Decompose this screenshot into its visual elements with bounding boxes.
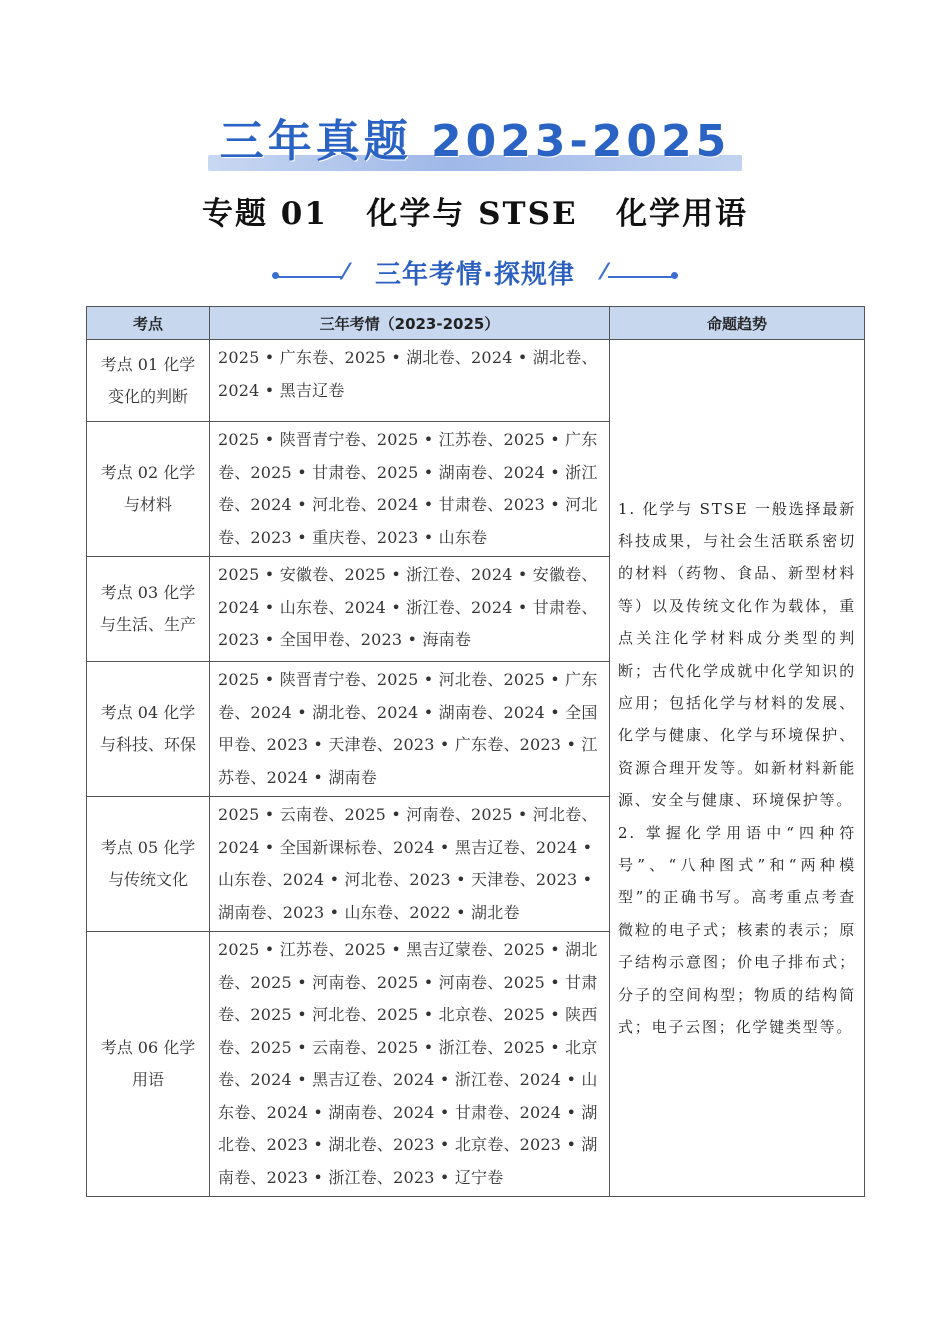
papers-cell: 2025 • 江苏卷、2025 • 黑吉辽蒙卷、2025 • 湖北卷、2025 • 河南卷、2025 • 河南卷、2025 • 甘肃卷、2025 • 河北卷、2025 • 北京卷、2025 • 陕西卷、2025 • 云南卷、2025 • 浙江卷、2025 • 北京卷、2024 • 黑吉辽卷、2024 • 浙江卷、2024 • 山东卷、2024 • 湖南卷、2024 • 甘肃卷、2024 • 湖北卷、2023 • 湖北卷、2023 • 北京卷、2023 • 湖南卷、2023 • 浙江卷、2023 • 辽宁卷 (210, 932, 610, 1197)
table-header-row (87, 307, 865, 340)
header-papers: 三年考情（2023-2025） (210, 307, 610, 340)
papers-cell: 2025 • 安徽卷、2025 • 浙江卷、2024 • 安徽卷、2024 • 山东卷、2024 • 浙江卷、2024 • 甘肃卷、2023 • 全国甲卷、2023 • 海南卷 (210, 557, 610, 662)
topic-cell: 考点 04 化学与科技、环保 (87, 662, 210, 797)
header-trend: 命题趋势 (610, 307, 865, 340)
topic-cell: 考点 01 化学变化的判断 (87, 340, 210, 422)
papers-cell: 2025 • 陕晋青宁卷、2025 • 河北卷、2025 • 广东卷、2024 • 湖北卷、2024 • 湖南卷、2024 • 全国甲卷、2023 • 天津卷、2023 • 广东卷、2023 • 江苏卷、2024 • 湖南卷 (210, 662, 610, 797)
topic-cell: 考点 05 化学与传统文化 (87, 797, 210, 932)
exam-overview-table (86, 306, 865, 1197)
topic-cell: 考点 02 化学与材料 (87, 422, 210, 557)
trend-paragraph-1: 1. 化学与 STSE 一般选择最新科技成果，与社会生活联系密切的材料（药物、食品、新型材料等）以及传统文化作为载体，重点关注化学材料成分类型的判断；古代化学成就中化学知识的应用；包括化学与材料的发展、化学与健康、化学与环境保护、资源合理开发等。如新材料新能源、安全与健康、环境保护等。 (618, 499, 856, 810)
decor-line-right (608, 276, 672, 278)
table-row (87, 340, 865, 422)
banner-title: 三年真题 2023-2025 (219, 116, 731, 167)
title-banner (208, 118, 742, 174)
trend-cell (610, 340, 865, 1197)
papers-cell: 2025 • 陕晋青宁卷、2025 • 江苏卷、2025 • 广东卷、2025 • 甘肃卷、2025 • 湖南卷、2024 • 浙江卷、2024 • 河北卷、2024 • 甘肃卷、2023 • 河北卷、2023 • 重庆卷、2023 • 山东卷 (210, 422, 610, 557)
topic-cell: 考点 03 化学与生活、生产 (87, 557, 210, 662)
decor-dot-right (671, 272, 678, 279)
decor-slash-left: ⁄ (344, 260, 348, 285)
decor-slash-right: ⁄ (602, 260, 606, 285)
section-heading (270, 254, 680, 294)
page-subtitle: 专题 01 化学与 STSE 化学用语 (202, 196, 748, 232)
decor-line-left (278, 276, 342, 278)
trend-paragraph-2: 2. 掌握化学用语中“四种符号”、“八种图式”和“两种模型”的正确书写。高考重点考查微粒的电子式；核素的表示；原子结构示意图；价电子排布式；分子的空间构型；物质的结构简式；电子云图；化学键类型等。 (618, 823, 856, 1037)
section-label: 三年考情·探规律 (375, 260, 575, 290)
papers-cell: 2025 • 云南卷、2025 • 河南卷、2025 • 河北卷、2024 • 全国新课标卷、2024 • 黑吉辽卷、2024 • 山东卷、2024 • 河北卷、2023 • 天津卷、2023 • 湖南卷、2023 • 山东卷、2022 • 湖北卷 (210, 797, 610, 932)
header-topic: 考点 (87, 307, 210, 340)
topic-cell: 考点 06 化学用语 (87, 932, 210, 1197)
papers-cell: 2025 • 广东卷、2025 • 湖北卷、2024 • 湖北卷、2024 • 黑吉辽卷 (210, 340, 610, 422)
